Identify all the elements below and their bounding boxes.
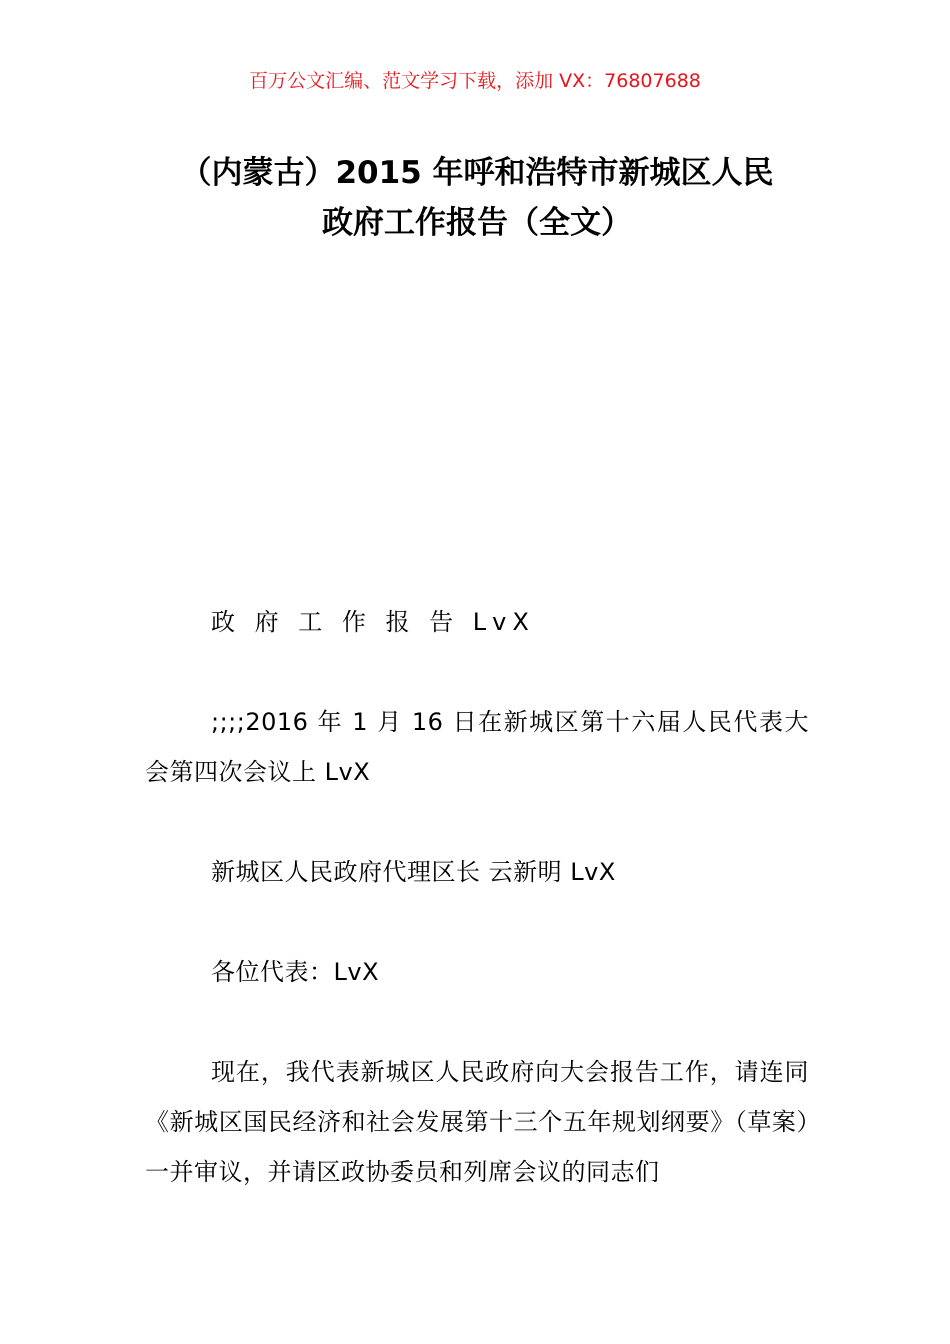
document-title-line-2: 政府工作报告（全文） [322,205,632,241]
header-promo-note: 百万公文汇编、范文学习下载，添加 VX：76807688 [249,70,701,92]
document-title-line-1: （内蒙古）2015 年呼和浩特市新城区人民 [180,155,774,191]
meeting-date-paragraph: ;;;;2016 年 1 月 16 日在新城区第十六届人民代表大会第四次会议上 LvX [145,708,809,786]
body-paragraph: 现在，我代表新城区人民政府向大会报告工作，请连同《新城区国民经济和社会发展第十三个五年规划纲要》（草案）一并审议，并请区政协委员和列席会议的同志们 [145,1058,809,1186]
salutation-paragraph: 各位代表：LvX [211,958,380,986]
report-heading-paragraph: 政 府 工 作 报 告 LvX [211,608,535,636]
speaker-paragraph: 新城区人民政府代理区长 云新明 LvX [211,858,616,886]
document-title [145,148,809,248]
